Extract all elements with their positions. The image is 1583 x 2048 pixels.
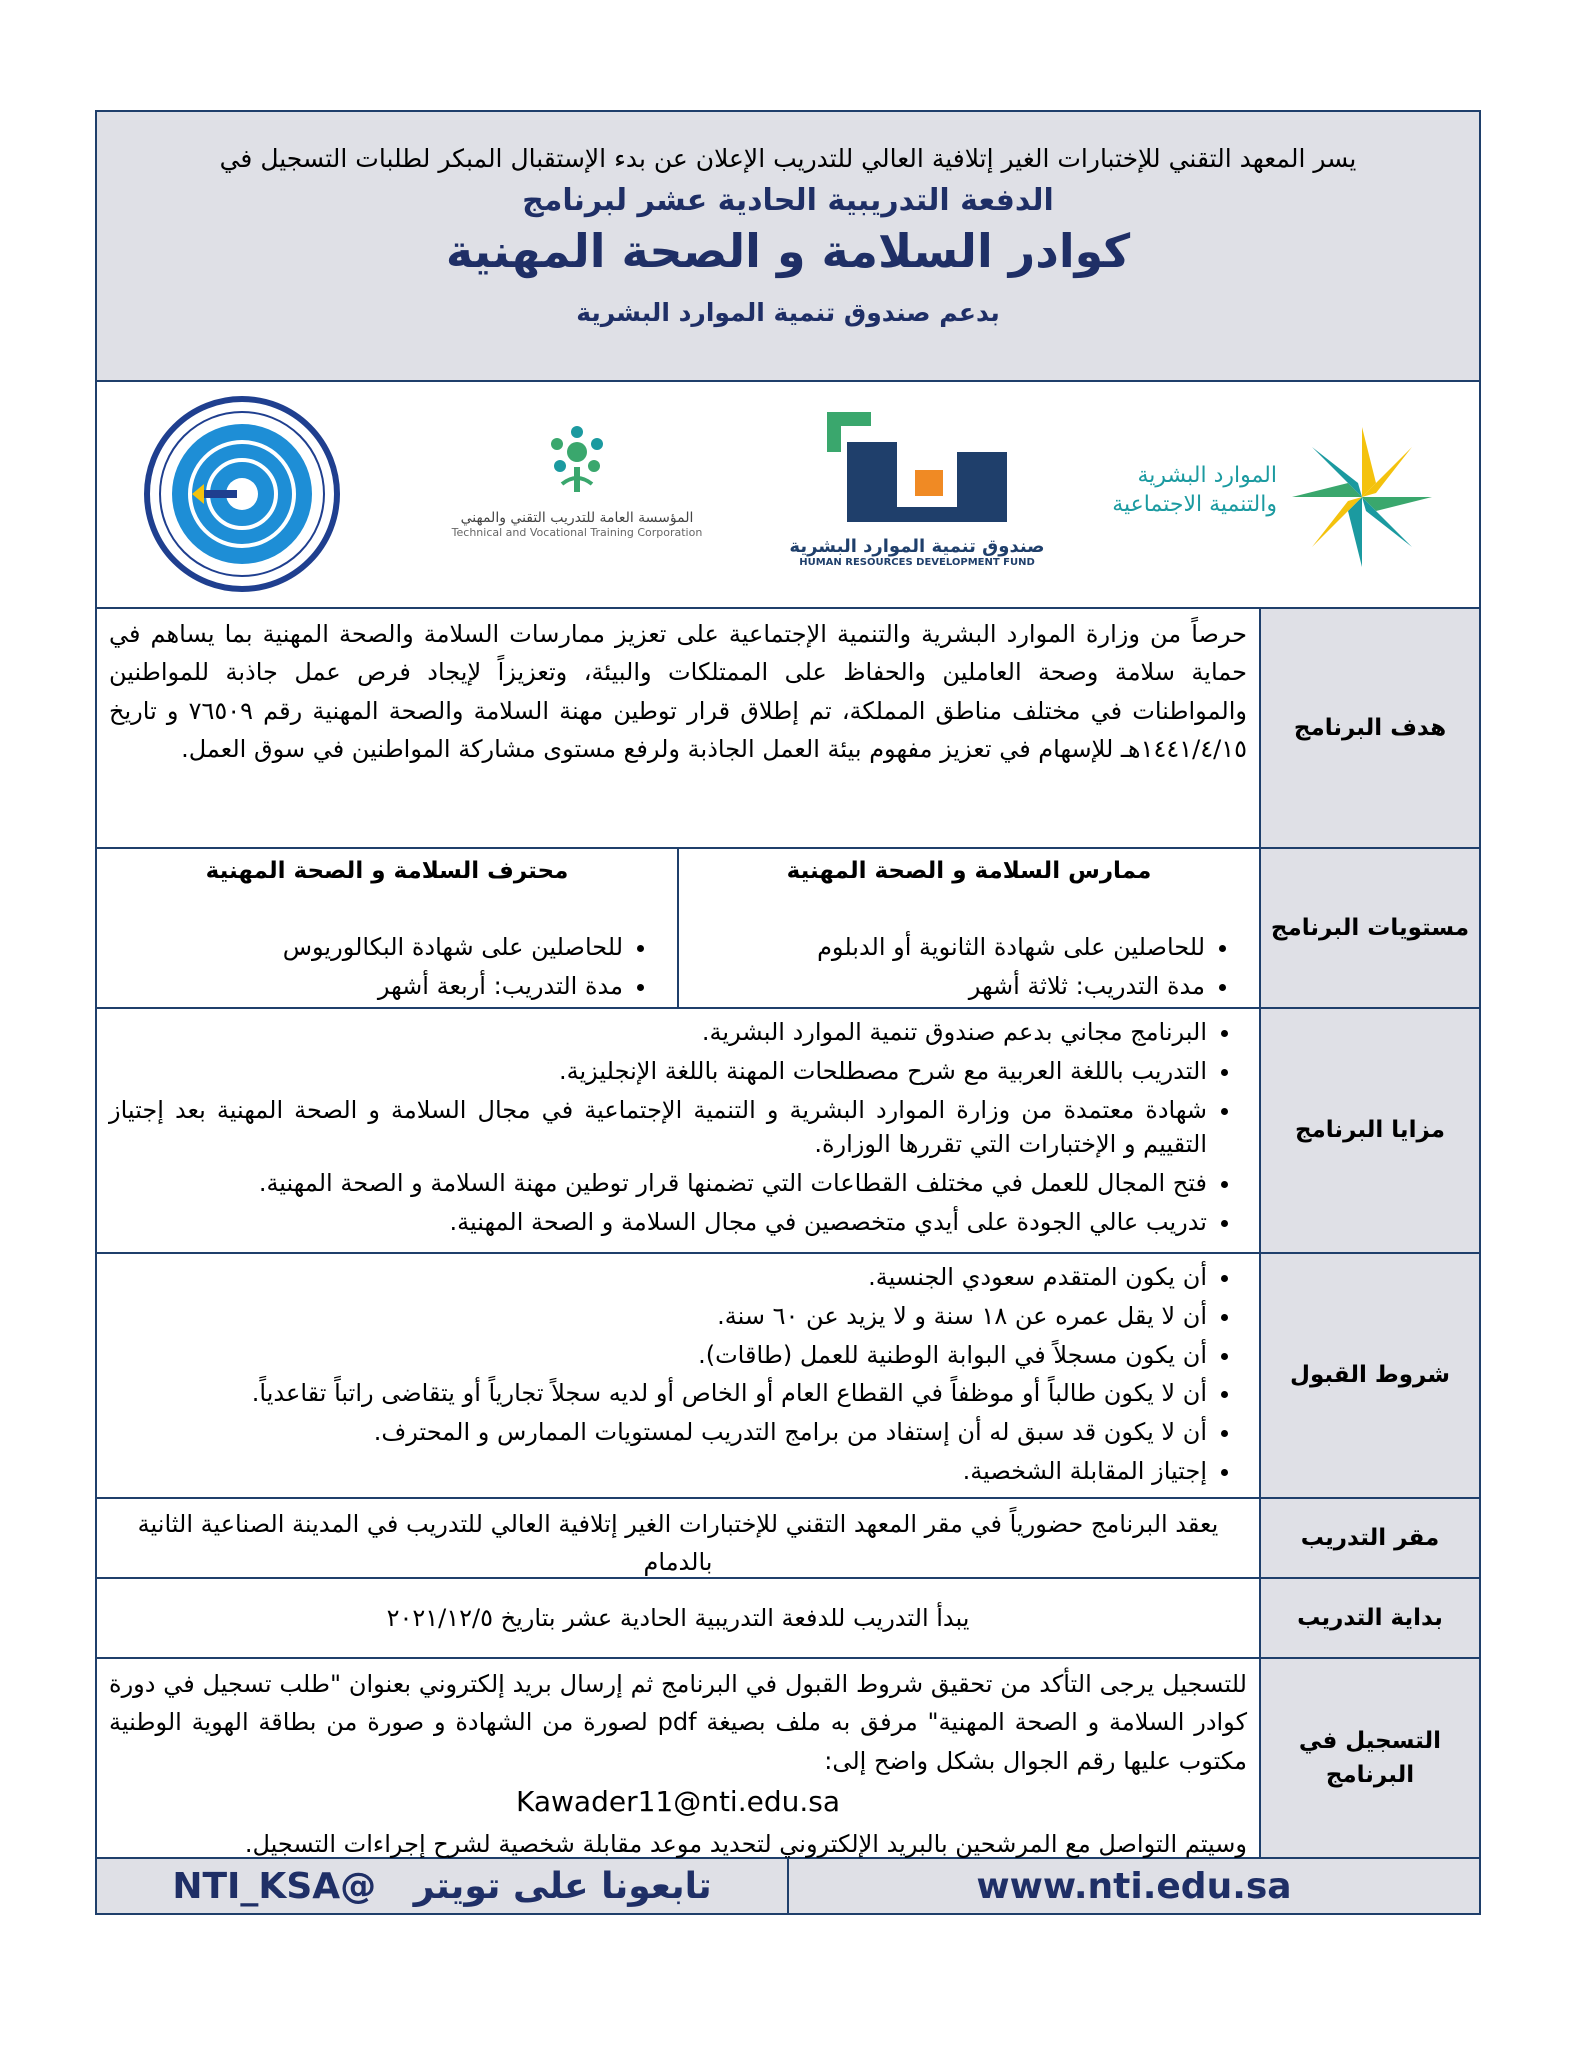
practitioner-item: • مدة التدريب: ثلاثة أشهر [693,969,1205,1004]
hadaf-en: HUMAN RESOURCES DEVELOPMENT FUND [799,557,1035,568]
condition-item: • إجتياز المقابلة الشخصية. [109,1454,1207,1489]
label-goal: هدف البرنامج [1259,609,1479,847]
tvtc-ar: المؤسسة العامة للتدريب التقني والمهني [460,510,694,526]
support-line: بدعم صندوق تنمية الموارد البشرية [576,298,1000,327]
register-note: وسيتم التواصل مع المرشحين بالبريد الإلكتروني لتحديد موعد مقابلة شخصية لشرح إجراءات التسجيل. [244,1829,1247,1858]
benefits-content [97,1009,1259,1252]
label-register: التسجيل في البرنامج [1259,1659,1479,1857]
benefit-item: • فتح المجال للعمل في مختلف القطاعات التي تضمنها قرار توطين مهنة السلامة و الصحة المهنية. [109,1166,1207,1201]
announcement-sheet [95,110,1481,1915]
level-professional [97,849,679,1007]
hrsd-line2: والتنمية الاجتماعية [1112,491,1277,517]
practitioner-title: ممارس السلامة و الصحة المهنية [786,858,1152,884]
register-text: للتسجيل يرجى التأكد من تحقيق شروط القبول في البرنامج ثم إرسال بريد إلكتروني بعنوان "طلب تسجيل في دورة كوادر السلامة و الصحة المهنية" مرفق به ملف بصيغة pdf لصورة من الشهادة و صورة من بطاقة الهوية الوطنية مكتوب عليها رقم الجوال بشكل واضح إلى: [109,1670,1248,1775]
condition-item: • أن لا يكون طالباً أو موظفاً في القطاع العام أو الخاص أو لديه سجلاً تجارياً أو يتقاضى راتباً تقاعدياً. [109,1376,1207,1411]
label-levels: مستويات البرنامج [1259,849,1479,1007]
hrsd-logo [1107,422,1447,582]
condition-item: • أن لا يقل عمره عن ١٨ سنة و لا يزيد عن ٦٠ سنة. [109,1299,1207,1334]
condition-item: • أن يكون مسجلاً في البوابة الوطنية للعمل (طاقات). [109,1338,1207,1373]
label-benefits: مزايا البرنامج [1259,1009,1479,1252]
row-levels [97,849,1479,1009]
hadaf-ar: صندوق تنمية الموارد البشرية [789,536,1045,557]
location-text: يعقد البرنامج حضورياً في مقر المعهد التقني للإختبارات الغير إتلافية العالي للتدريب في المدينة الصناعية الثانية بالدمام [137,1510,1219,1577]
goal-text: حرصاً من وزارة الموارد البشرية والتنمية الإجتماعية على تعزيز ممارسات السلامة والصحة المهنية بما يساهم في حماية سلامة وصحة العاملين والحفاظ على الممتلكات والبيئة، وتعزيزاً لإيجاد فرص عمل جاذبة للمواطنين والمواطنات في مختلف مناطق المملكة، تم إطلاق قرار توطين مهنة السلامة والصحة المهنية رقم ٧٦٥٠٩ و تاريخ ١٤٤١/٤/١٥هـ للإسهام في تعزيز مفهوم بيئة العمل الجاذبة ولرفع مستوى مشاركة المواطنين في سوق العمل. [109,620,1247,764]
benefit-item: • تدريب عالي الجودة على أيدي متخصصين في مجال السلامة و الصحة المهنية. [109,1205,1207,1240]
start-text: يبدأ التدريب للدفعة التدريبية الحادية عشر بتاريخ ٢٠٢١/١٢/٥ [386,1603,970,1632]
professional-item: • مدة التدريب: أربعة أشهر [111,969,623,1004]
hadaf-logo [787,412,1047,592]
benefit-item: • التدريب باللغة العربية مع شرح مصطلحات المهنة باللغة الإنجليزية. [109,1054,1207,1089]
twitter-handle[interactable]: تابعونا على تويتر @NTI_KSA [97,1859,789,1913]
level-practitioner [679,849,1259,1007]
row-start [97,1579,1479,1659]
condition-item: • أن يكون المتقدم سعودي الجنسية. [109,1260,1207,1295]
label-location: مقر التدريب [1259,1499,1479,1577]
program-title: كوادر السلامة و الصحة المهنية [445,224,1131,278]
header-band [97,112,1479,382]
tvtc-logo-icon [542,422,612,502]
practitioner-item: • للحاصلين على شهادة الثانوية أو الدبلوم [693,930,1205,965]
professional-title: محترف السلامة و الصحة المهنية [205,858,569,884]
row-conditions [97,1254,1479,1499]
website-link[interactable]: www.nti.edu.sa [976,1865,1292,1907]
nti-seal-icon [142,394,342,594]
row-goal [97,609,1479,849]
tvtc-logo [427,422,727,592]
professional-item: • للحاصلين على شهادة البكالوريوس [111,930,623,965]
levels-content [97,849,1259,1007]
batch-title: الدفعة التدريبية الحادية عشر لبرنامج [522,183,1054,218]
conditions-content [97,1254,1259,1497]
logos-strip [97,382,1479,609]
register-content [97,1659,1259,1857]
tvtc-en: Technical and Vocational Training Corporation [451,526,703,539]
intro-text: يسر المعهد التقني للإختبارات الغير إتلافية العالي للتدريب الإعلان عن بدء الإستقبال المبكر لطلبات التسجيل في [219,144,1357,173]
label-start: بداية التدريب [1259,1579,1479,1657]
benefit-item: • شهادة معتمدة من وزارة الموارد البشرية و التنمية الإجتماعية في مجال السلامة و الصحة المهنية بعد إجتياز التقييم و الإختبارات التي تقررها الوزارة. [109,1093,1207,1163]
row-benefits [97,1009,1479,1254]
label-conditions: شروط القبول [1259,1254,1479,1497]
hadaf-logo-icon [807,412,1027,532]
hrsd-star-icon [1287,422,1437,572]
condition-item: • أن لا يكون قد سبق له أن إستفاد من برامج التدريب لمستويات الممارس و المحترف. [109,1415,1207,1450]
row-register [97,1659,1479,1859]
footer-band [97,1859,1479,1913]
row-location [97,1499,1479,1579]
register-email-link[interactable]: Kawader11@nti.edu.sa [515,1785,841,1819]
hrsd-line1: الموارد البشرية [1137,463,1277,488]
benefit-item: • البرنامج مجاني بدعم صندوق تنمية الموارد البشرية. [109,1015,1207,1050]
